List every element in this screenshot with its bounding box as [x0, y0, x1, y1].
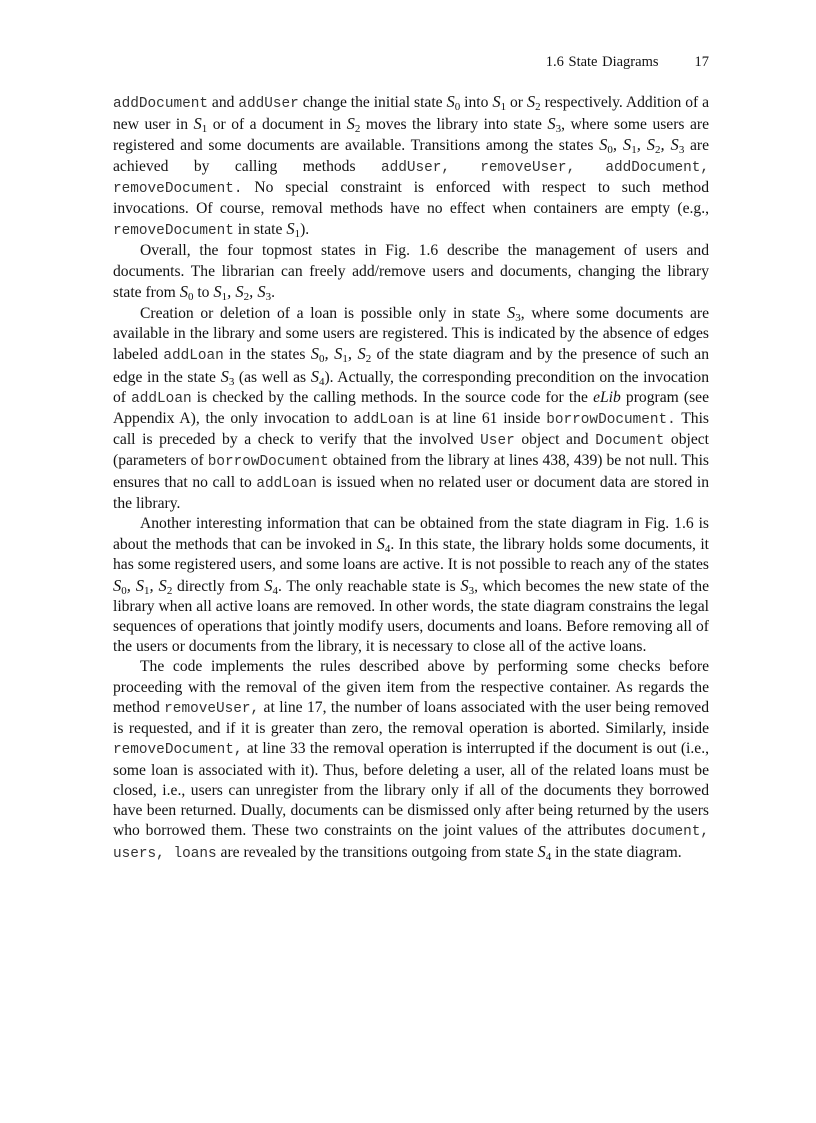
page-number: 17	[694, 54, 709, 70]
state-list: $S_0$, $S_1$, $S_2$	[113, 575, 173, 597]
code-remove-user: removeUser,	[164, 700, 260, 717]
code-add-loan: addLoan	[163, 348, 224, 365]
state-s3: $S_3$	[220, 366, 235, 388]
paragraph-2: Overall, the four topmost states in Fig. 1.6 describe the management of users and documents. The librarian can freely add/remove users and documents, changing the library state from $S_0$ to $S_1$, $S_2$, $S_3$.	[113, 242, 709, 303]
paragraph-4: Another interesting information that can be obtained from the state diagram in Fig. 1.6 is about the methods that can be invoked in $S_4$. In this state, the library holds some documents, it has some registered users, and some loans are active. It is not possible to reach any of the states $S_0$, $S_1$, $S_2$ directly from $S_4$. The only reachable state is $S_3$, which becomes the new state of the library when all active loans are removed. In other words, the state diagram constrains the legal sequences of operations that jointly modify users, documents and loans. Before removing all of the users or documents from the library, it is necessary to close all of the active loans.	[113, 515, 710, 656]
code-document: Document	[595, 433, 665, 450]
code-user: User	[480, 433, 515, 450]
state-s3: $S_3$	[460, 575, 475, 597]
state-s1: $S_1$	[492, 92, 507, 113]
state-s4: $S_4$	[310, 366, 325, 388]
state-s3: $S_3$	[507, 303, 521, 325]
state-s4: $S_4$	[264, 575, 279, 597]
state-s3: $S_3$	[547, 114, 562, 136]
state-list: $S_0$, $S_1$, $S_2$, $S_3$	[599, 135, 685, 157]
code-add-loan: addLoan	[256, 475, 317, 492]
state-s0: $S_0$	[446, 92, 461, 113]
state-s1: $S_1$	[193, 114, 208, 136]
section-title: 1.6 State Diagrams	[545, 54, 659, 70]
state-s4: $S_4$	[537, 842, 552, 864]
paragraph-1: addDocument and addUser change the initial state $S_0$ into $S_1$ or $S_2$ respectively. Addition of a new user in $S_1$ or of a document in $S_2$ moves the library into state $S_3$, where some users are registered and some documents are available. Transitions among the states $S_0$, $S_1$, $S_2$, $S_3$ are achieved by calling methods addUser, removeUser, addDocument, removeDocument. No special constraint is enforced with respect to such method invocations. Of course, removal methods have no effect when containers are empty (e.g., removeDocument in state $S_1$).	[113, 92, 710, 241]
code-methods-list: addUser, removeUser, addDocument, removeDocument.	[113, 159, 709, 197]
paragraph-5: The code implements the rules described above by performing some checks before proceeding with the removal of the given item from the respective container. As regards the method removeUser, at line 17, the number of loans associated with the user being removed is requested, and if it is greater than zero, the removal operation is aborted. Similarly, inside removeDocument, at line 33 the removal operation is interrupted if the document is out (i.e., some loan is associated with it). Thus, before deleting a user, all of the related loans must be closed, i.e., users can unregister from the library only if all of the documents they borrowed have been returned. Dually, documents can be dismissed only after being returned by the users who borrowed them. These two constraints on the joint values of the attributes document, users, loans are revealed by the transitions outgoing from state $S_4$ in the state diagram.	[113, 658, 709, 864]
code-add-user: addUser	[238, 96, 299, 112]
state-list: $S_1$, $S_2$, $S_3$	[213, 281, 272, 303]
code-add-loan: addLoan	[353, 412, 414, 429]
state-s4: $S_4$	[376, 534, 391, 556]
paragraph-3: Creation or deletion of a loan is possible only in state $S_3$, where some documents are available in the library and some users are registered. This is indicated by the absence of edges labeled addLoan in the states $S_0$, $S_1$, $S_2$ of the state diagram and by the presence of such an edge in the state $S_3$ (as well as $S_4$). Actually, the corresponding precondition on the invocation of addLoan is checked by the calling methods. In the source code for the eLib program (see Appendix A), the only invocation to addLoan is at line 61 inside borrowDocument. This call is preceded by a check to verify that the involved User object and Document object (parameters of borrowDocument obtained from the library at lines 438, 439) be not null. This ensures that no call to addLoan is issued when no related user or document data are stored in the library.	[113, 303, 710, 512]
running-head	[113, 53, 709, 71]
state-list: $S_0$, $S_1$, $S_2$	[310, 344, 372, 366]
code-borrow-document: borrowDocument.	[546, 412, 676, 429]
program-name: eLib	[593, 388, 621, 406]
code-add-loan: addLoan	[131, 390, 192, 407]
state-s1: $S_1$	[286, 219, 301, 241]
state-s0: $S_0$	[179, 281, 194, 303]
body-text	[113, 92, 709, 865]
state-s2: $S_2$	[346, 114, 361, 136]
code-attributes: document, users, loans	[113, 824, 709, 863]
code-remove-document: removeDocument,	[113, 742, 243, 759]
code-add-document: addDocument	[113, 96, 208, 112]
code-remove-document: removeDocument	[113, 223, 234, 240]
state-s2: $S_2$	[526, 92, 541, 113]
code-borrow-document: borrowDocument	[207, 454, 329, 471]
